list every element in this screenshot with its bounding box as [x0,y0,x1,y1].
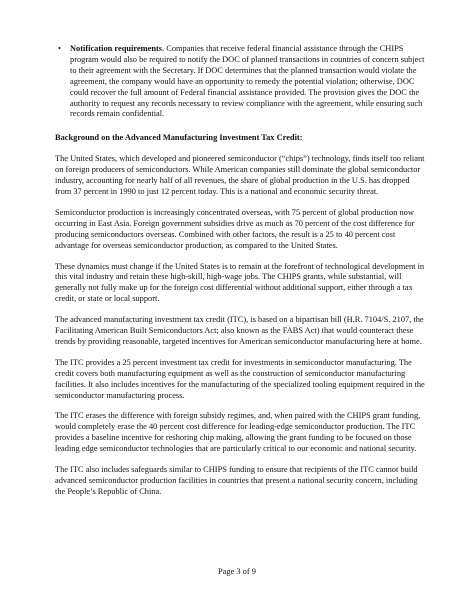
bullet-text: . Companies that receive federal financial assistance through the CHIPS program would also be required to notify the DOC of planned transactions in countries of concern subject to their agreement with the Secretary. If DOC determines that the planned transaction would violate the agreement, the company would have an opportunity to remedy the potential violation; otherwise, DOC could recover the full amount of Federal financial assistance provided. The provision gives the DOC the authority to request any records necessary to review compliance with the agreement, while ensuring such records remain confidential. [70,44,425,119]
paragraph-itc-erases-difference: The ITC erases the difference with foreign subsidy regimes, and, when paired with the CHIPS grant funding, would completely erase the 40 percent cost difference for leading-edge semiconductor production. The ITC provides a baseline incentive for reshoring chip making, allowing the grant funding to be focused on those leading edge semiconductor technologies that are particularly critical to our economic and national security. [55,411,421,454]
paragraph-chips-reliance: The United States, which developed and pioneered semiconductor (“chips”) technology, finds itself too reliant on foreign producers of semiconductors. While American companies still dominate the global semiconductor industry, accounting for nearly half of all revenues, the share of global production in the U.S. has dropped from 37 percent in 1990 to just 12 percent today. This is a national and economic security threat. [55,154,425,196]
page-content [55,44,425,508]
bullet-item-notification-requirements [55,44,425,120]
bullet-title: Notification requirements [70,44,163,53]
paragraph-production-overseas: Semiconductor production is increasingly concentrated overseas, with 75 percent of global production now occurring in East Asia. Foreign government subsidies drive as much as 70 percent of the cost difference for producing semiconductors overseas. Combined with other factors, the result is a 25 to 40 percent cost advantage for overseas semiconductor production, as compared to the United States. [55,207,415,250]
paragraph-itc-basis: The advanced manufacturing investment tax credit (ITC), is based on a bipartisan bill (H.R. 7104/S. 2107, the Facilitating American Built Semiconductors Act; also known as the FABS Act) that would counteract these trends by providing reasonable, targeted incentives for American semiconductor manufacturing here at home. [55,315,424,346]
bullet-marker: • [58,44,61,53]
page-number-footer: Page 3 of 9 [218,567,256,576]
section-heading: Background on the Advanced Manufacturing Investment Tax Credit: [55,133,303,143]
paragraph-itc-credit: The ITC provides a 25 percent investment tax credit for investments in semiconductor manufacturing. The credit covers both manufacturing equipment as well as the construction of semiconductor manufacturing facilities. It also includes incentives for the manufacturing of the specialized tooling equipment required in the semiconductor manufacturing process. [55,357,425,400]
paragraph-dynamics-change: These dynamics must change if the United States is to remain at the forefront of technological development in this vital industry and retain these high-skill, high-wage jobs. The CHIPS grants, while substantial, will generally not fully make up for the foreign cost differential without additional support, either through a tax credit, or state or local support. [55,261,425,304]
paragraph-itc-safeguards: The ITC also includes safeguards similar to CHIPS funding to ensure that recipients of the ITC cannot build advanced semiconductor production facilities in countries that present a national security concern, including the People’s Republic of China. [55,465,418,496]
